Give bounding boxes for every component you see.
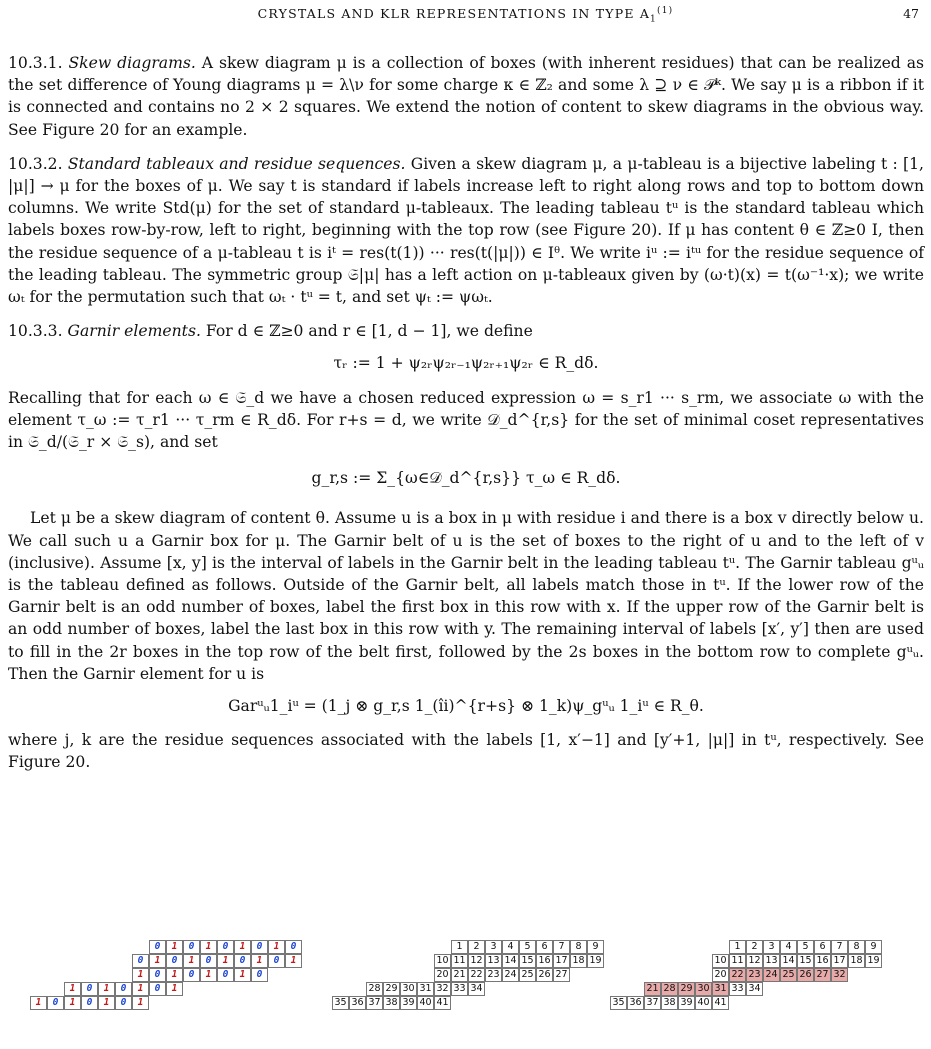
tableau-cell: 35 bbox=[332, 996, 349, 1010]
residue-cell: 1 bbox=[64, 982, 81, 996]
tableau-cell: 3 bbox=[763, 940, 780, 954]
tableau-cell: 8 bbox=[848, 940, 865, 954]
running-title-sup: (1) bbox=[656, 6, 674, 16]
tableau-cell: 20 bbox=[712, 968, 729, 982]
tableau-cell: 31 bbox=[417, 982, 434, 996]
tableau-cell: 21 bbox=[644, 982, 661, 996]
tableau-cell: 9 bbox=[865, 940, 882, 954]
residue-cell: 0 bbox=[200, 954, 217, 968]
tableau-cell: 39 bbox=[400, 996, 417, 1010]
tableau-cell: 28 bbox=[366, 982, 383, 996]
tableau-cell: 32 bbox=[434, 982, 451, 996]
tableau-cell: 8 bbox=[570, 940, 587, 954]
residue-cell: 1 bbox=[166, 968, 183, 982]
residue-cell: 0 bbox=[268, 954, 285, 968]
tableau-cell: 29 bbox=[383, 982, 400, 996]
paragraph-residue-sequences: where j, k are the residue sequences associated with the labels [1, x′−1] and [y′+1, |μ|] in tᵘ, respectively. See Figure 20. bbox=[8, 731, 924, 772]
equation-tau: τᵣ := 1 + ψ₂ᵣψ₂ᵣ₋₁ψ₂ᵣ₊₁ψ₂ᵣ ∈ R_dδ. bbox=[333, 354, 599, 373]
residue-cell: 1 bbox=[98, 982, 115, 996]
tableau-cell: 12 bbox=[468, 954, 485, 968]
tableau-cell: 11 bbox=[729, 954, 746, 968]
tableau-cell: 21 bbox=[451, 968, 468, 982]
tableau-cell: 9 bbox=[587, 940, 604, 954]
residue-cell: 0 bbox=[166, 954, 183, 968]
paragraph-garnir-box: Let μ be a skew diagram of content θ. Assume u is a box in μ with residue i and there is a box v directly below u. We call such u a Garnir box for μ. The Garnir belt of u is the set of boxes to the right of u and to the left of v (inclusive). Assume [x, y] is the interval of labels in the Garnir belt in the leading tableau tᵘ. The Garnir tableau gᵘᵤ is the tableau defined as follows. Outside of the Garnir belt, all labels match those in tᵘ. If the lower row of the Garnir belt is an odd number of boxes, label the first box in this row with x. If the upper row of the Garnir belt is an odd number of boxes, label the last box in this row with y. The remaining interval of labels [x′, y′] then are used to fill in the 2r boxes in the top row of the belt first, followed by the 2s boxes in the bottom row to complete gᵘᵤ. Then the Garnir element for u is bbox=[8, 509, 924, 683]
tableau-cell: 15 bbox=[797, 954, 814, 968]
tableau-cell: 14 bbox=[502, 954, 519, 968]
tableau-cell: 2 bbox=[746, 940, 763, 954]
residue-cell: 0 bbox=[149, 940, 166, 954]
figure-20 bbox=[0, 940, 931, 1040]
residue-cell: 1 bbox=[183, 954, 200, 968]
tableau-cell: 1 bbox=[451, 940, 468, 954]
tableau-cell: 16 bbox=[814, 954, 831, 968]
tableau-cell: 35 bbox=[610, 996, 627, 1010]
tableau-cell: 39 bbox=[678, 996, 695, 1010]
tableau-cell: 6 bbox=[814, 940, 831, 954]
residue-cell: 1 bbox=[251, 954, 268, 968]
residue-cell: 1 bbox=[132, 982, 149, 996]
tableau-cell: 13 bbox=[485, 954, 502, 968]
page-header bbox=[0, 6, 931, 26]
residue-cell: 0 bbox=[47, 996, 64, 1010]
tableau-cell: 34 bbox=[746, 982, 763, 996]
tableau-cell: 4 bbox=[780, 940, 797, 954]
running-title-text: CRYSTALS AND KLR REPRESENTATIONS IN TYPE A bbox=[257, 6, 651, 22]
tableau-cell: 38 bbox=[661, 996, 678, 1010]
tableau-cell: 10 bbox=[712, 954, 729, 968]
tableau-cell: 17 bbox=[831, 954, 848, 968]
running-title-sub: 1 bbox=[650, 14, 657, 25]
tableau-cell: 32 bbox=[831, 968, 848, 982]
tableau-cell: 13 bbox=[763, 954, 780, 968]
residue-cell: 1 bbox=[166, 940, 183, 954]
section-body: A skew diagram μ is a collection of boxes (with inherent residues) that can be realized as the set difference of Young diagrams μ = λ\ν for some charge κ ∈ ℤ₂ and some λ ⊇ ν ∈ 𝒫ᵏ. We say μ is a ribbon if it is connected and contains no 2 × 2 squares. We extend the notion of content to skew diagrams in the obvious way. See Figure 20 for an example. bbox=[8, 54, 924, 139]
section-title: Skew diagrams. bbox=[68, 54, 196, 72]
residue-cell: 0 bbox=[115, 982, 132, 996]
residue-cell: 0 bbox=[251, 940, 268, 954]
tableau-cell: 1 bbox=[729, 940, 746, 954]
tableau-cell: 2 bbox=[468, 940, 485, 954]
section-standard-tableaux bbox=[8, 153, 924, 308]
tableau-cell: 25 bbox=[780, 968, 797, 982]
tableau-cell: 15 bbox=[519, 954, 536, 968]
residue-cell: 1 bbox=[200, 968, 217, 982]
residue-cell: 0 bbox=[132, 954, 149, 968]
tableau-cell: 38 bbox=[383, 996, 400, 1010]
residue-cell: 1 bbox=[98, 996, 115, 1010]
tableau-cell: 22 bbox=[468, 968, 485, 982]
tableau-cell: 40 bbox=[695, 996, 712, 1010]
section-number: 10.3.3. bbox=[8, 322, 63, 341]
tableau-cell: 24 bbox=[502, 968, 519, 982]
residue-cell: 0 bbox=[285, 940, 302, 954]
section-intro: For d ∈ ℤ≥0 and r ∈ [1, d − 1], we define bbox=[205, 322, 533, 341]
tableau-cell: 26 bbox=[536, 968, 553, 982]
residue-cell: 0 bbox=[251, 968, 268, 982]
tableau-cell: 36 bbox=[627, 996, 644, 1010]
tableau-cell: 34 bbox=[468, 982, 485, 996]
tableau-cell: 7 bbox=[553, 940, 570, 954]
tableau-cell: 6 bbox=[536, 940, 553, 954]
tableau-cell: 19 bbox=[865, 954, 882, 968]
residue-cell: 0 bbox=[149, 968, 166, 982]
tableau-cell: 36 bbox=[349, 996, 366, 1010]
tableau-cell: 33 bbox=[729, 982, 746, 996]
equation-garnir: Garᵘᵤ1_iᵘ = (1_j ⊗ g_r,s 1_(îi)^{r+s} ⊗ 1_k)ψ_gᵘᵤ 1_iᵘ ∈ R_θ. bbox=[228, 697, 704, 716]
section-body: Given a skew diagram μ, a μ-tableau is a bijective labeling t : [1, |μ|] → μ for the boxes of μ. We say t is standard if labels increase left to right along rows and top to bottom down columns. We write Std(μ) for the set of standard μ-tableaux. The leading tableau tᵘ is the standard tableau which labels boxes row-by-row, left to right, beginning with the top row (see Figure 20). If μ has content θ ∈ ℤ≥0 I, then the residue sequence of a μ-tableau t is iᵗ = res(t(1)) ··· res(t(|μ|)) ∈ Iᶿ. We write iᵘ := iᵗᵘ for the residue sequence of the leading tableau. The symmetric group 𝔖|μ| has a left action on μ-tableaux given by (ω·t)(x) = t(ω⁻¹·x); we write ωₜ for the permutation such that ωₜ · tᵘ = t, and set ψₜ := ψωₜ. bbox=[8, 154, 924, 307]
tableau-cell: 37 bbox=[366, 996, 383, 1010]
residue-cell: 1 bbox=[149, 954, 166, 968]
residue-cell: 1 bbox=[268, 940, 285, 954]
paragraph-reduced-expression: Recalling that for each ω ∈ 𝔖_d we have a chosen reduced expression ω = s_r1 ··· s_rm, we associate ω with the element τ_ω := τ_r1 ··· τ_rm ∈ R_dδ. For r+s = d, we write 𝒟_d^{r,s} for the set of minimal coset representatives in 𝔖_d/(𝔖_r × 𝔖_s), and set bbox=[8, 388, 924, 452]
tableau-cell: 5 bbox=[519, 940, 536, 954]
residue-cell: 0 bbox=[115, 996, 132, 1010]
tableau-cell: 20 bbox=[434, 968, 451, 982]
section-title: Garnir elements. bbox=[67, 322, 201, 341]
tableau-cell: 23 bbox=[746, 968, 763, 982]
tableau-cell: 30 bbox=[695, 982, 712, 996]
residue-cell: 1 bbox=[200, 940, 217, 954]
tableau-cell: 28 bbox=[661, 982, 678, 996]
tableau-cell: 41 bbox=[434, 996, 451, 1010]
residue-cell: 1 bbox=[30, 996, 47, 1010]
residue-cell: 0 bbox=[217, 968, 234, 982]
residue-cell: 0 bbox=[149, 982, 166, 996]
section-title: Standard tableaux and residue sequences. bbox=[67, 154, 406, 173]
tableau-cell: 4 bbox=[502, 940, 519, 954]
residue-cell: 0 bbox=[183, 968, 200, 982]
tableau-cell: 27 bbox=[814, 968, 831, 982]
tableau-cell: 25 bbox=[519, 968, 536, 982]
tableau-cell: 31 bbox=[712, 982, 729, 996]
tableau-cell: 19 bbox=[587, 954, 604, 968]
tableau-cell: 14 bbox=[780, 954, 797, 968]
section-skew-diagrams bbox=[8, 52, 924, 141]
residue-cell: 1 bbox=[166, 982, 183, 996]
residue-cell: 1 bbox=[64, 996, 81, 1010]
running-title bbox=[0, 6, 931, 25]
tableau-cell: 17 bbox=[553, 954, 570, 968]
tableau-cell: 7 bbox=[831, 940, 848, 954]
tableau-cell: 23 bbox=[485, 968, 502, 982]
tableau-cell: 26 bbox=[797, 968, 814, 982]
equation-g: g_r,s := Σ_{ω∈𝒟_d^{r,s}} τ_ω ∈ R_dδ. bbox=[311, 469, 621, 488]
residue-cell: 0 bbox=[234, 954, 251, 968]
tableau-cell: 11 bbox=[451, 954, 468, 968]
tableau-cell: 16 bbox=[536, 954, 553, 968]
section-number: 10.3.2. bbox=[8, 154, 63, 173]
tableau-cell: 10 bbox=[434, 954, 451, 968]
tableau-cell: 24 bbox=[763, 968, 780, 982]
residue-cell: 0 bbox=[81, 982, 98, 996]
page-number: 47 bbox=[903, 6, 919, 21]
tableau-cell: 40 bbox=[417, 996, 434, 1010]
residue-cell: 1 bbox=[285, 954, 302, 968]
residue-cell: 1 bbox=[217, 954, 234, 968]
tableau-cell: 29 bbox=[678, 982, 695, 996]
tableau-cell: 18 bbox=[570, 954, 587, 968]
tableau-cell: 33 bbox=[451, 982, 468, 996]
tableau-cell: 5 bbox=[797, 940, 814, 954]
residue-cell: 1 bbox=[234, 940, 251, 954]
residue-cell: 0 bbox=[217, 940, 234, 954]
tableau-cell: 27 bbox=[553, 968, 570, 982]
tableau-cell: 30 bbox=[400, 982, 417, 996]
tableau-cell: 37 bbox=[644, 996, 661, 1010]
section-garnir-elements bbox=[8, 320, 924, 342]
tableau-cell: 18 bbox=[848, 954, 865, 968]
residue-cell: 0 bbox=[183, 940, 200, 954]
residue-cell: 0 bbox=[81, 996, 98, 1010]
tableau-cell: 3 bbox=[485, 940, 502, 954]
tableau-cell: 12 bbox=[746, 954, 763, 968]
body-text bbox=[8, 52, 924, 786]
tableau-cell: 41 bbox=[712, 996, 729, 1010]
residue-cell: 1 bbox=[132, 996, 149, 1010]
residue-cell: 1 bbox=[132, 968, 149, 982]
residue-cell: 1 bbox=[234, 968, 251, 982]
section-number: 10.3.1. bbox=[8, 54, 63, 72]
tableau-cell: 22 bbox=[729, 968, 746, 982]
